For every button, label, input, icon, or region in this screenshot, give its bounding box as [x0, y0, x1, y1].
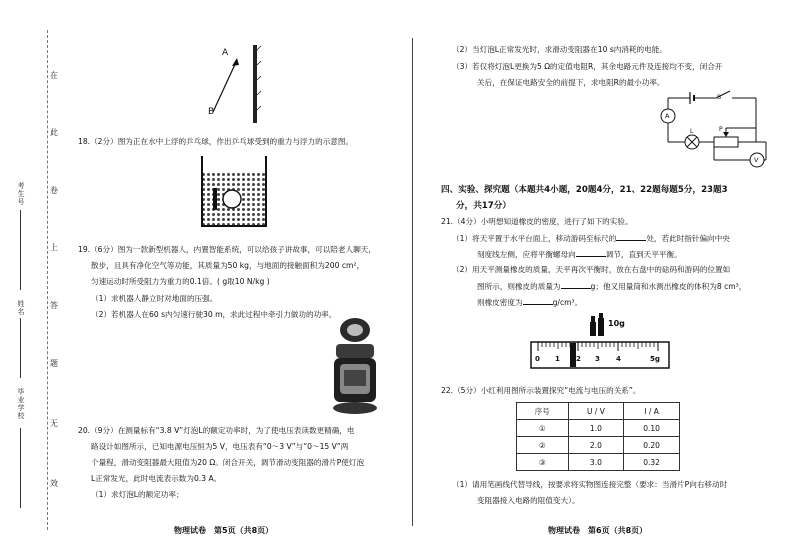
scale-tick-2: 2 [576, 355, 581, 363]
scale-tick-3: 3 [595, 355, 600, 363]
question-21-sub-2: （2）用天平测量橡皮的质量，天平再次平衡时，放在右盘中的砝码和游码的位置如 [452, 265, 731, 274]
table-cell: 1.0 [568, 420, 624, 437]
table-cell: ① [517, 420, 569, 437]
table-cell: 3.0 [568, 454, 624, 471]
table-row [517, 437, 680, 454]
point-a-label: A [222, 48, 229, 58]
question-19-line-2: 散步，且具有净化空气等功能，其质量为50 kg，与地面的接触面积为200 cm²， [91, 261, 365, 270]
question-20-line-4: L正常发光，此时电流表示数为0.3 A。 [91, 474, 222, 483]
table-row [517, 454, 680, 471]
answer-blank[interactable] [523, 296, 553, 305]
question-20-sub-3-cont: 关后，在保证电路安全的前提下，求电阻R的最小功率。 [477, 78, 665, 87]
robot-image [326, 316, 384, 416]
question-22-sub-1: （1）请用笔画线代替导线，按要求将实物图连接完整（要求：当滑片P向右移动时 [452, 480, 728, 489]
table-cell: 0.10 [624, 420, 680, 437]
table-cell: 2.0 [568, 437, 624, 454]
page-divider [412, 38, 413, 526]
question-20-sub-2: （2）当灯泡L正常发光时，求滑动变阻器在10 s内消耗的电能。 [452, 45, 667, 54]
question-21-sub-1 [452, 232, 730, 245]
table-header-row [517, 403, 680, 420]
table-header: 序号 [517, 403, 569, 420]
table-cell: ③ [517, 454, 569, 471]
seal-char: 无 [50, 419, 58, 428]
table-cell: 0.20 [624, 437, 680, 454]
seal-char: 此 [50, 128, 58, 137]
q21-sub1-text: （1）将天平置于水平台面上，移动游码至标尺的 [452, 234, 617, 243]
binding-line [47, 30, 48, 530]
q21-sub2-cont-text-2: g/cm³。 [552, 298, 583, 307]
circuit-slider-label: P [719, 126, 723, 133]
question-20-line-2: 路设计如图所示，已知电源电压恒为5 V，电压表有“0～3 V”与“0～15 V”两 [91, 442, 349, 451]
question-19-sub-2: （2）若机器人在60 s内匀速行驶30 m，求此过程中牵引力做功的功率。 [91, 310, 337, 319]
right-page-footer: 物理试卷 第6页（共8页） [548, 526, 648, 535]
table-row [517, 420, 680, 437]
question-19-line-1: 19.（6分）图为一款新型机器人，内置智能系统，可以给孩子讲故事，可以陪老人聊天， [78, 245, 376, 254]
left-page-footer: 物理试卷 第5页（共8页） [174, 526, 274, 535]
answer-blank[interactable] [616, 232, 646, 241]
beaker-figure [196, 152, 276, 232]
exam-number-line [20, 210, 21, 290]
scale-tick-1: 1 [555, 355, 560, 363]
circuit-lamp-label: L [690, 128, 694, 135]
seal-char: 效 [50, 479, 58, 488]
q21-sub1-cont-text-2: 调节，直到天平平衡。 [605, 250, 682, 259]
point-b-label: B [208, 107, 215, 117]
name-line [20, 318, 21, 378]
q21-sub2-text: 图所示，则橡皮的质量为 [477, 282, 561, 291]
q21-sub1-cont-text: 刻度线左侧，应将平衡螺母向 [477, 250, 576, 259]
seal-char: 上 [50, 243, 58, 252]
scale-tick-5: 5g [650, 355, 660, 363]
question-19-sub-1: （1）求机器人静立时对地面的压强。 [91, 294, 218, 303]
balance-scale [530, 341, 670, 371]
question-20-line-3: 个量程，滑动变阻器最大阻值为20 Ω。闭合开关，调节滑动变阻器的滑片P使灯泡 [91, 458, 365, 467]
question-18: 18.（2分）图为正在水中上浮的乒乓球，作出乒乓球受到的重力与浮力的示意图。 [78, 137, 354, 146]
section-title: 四、实验、探究题（本题共4小题，20题4分，21、22题每题5分，23题3 [441, 185, 728, 195]
q21-sub2-text-2: g；他又用量筒和水测出橡皮的体积为8 cm³， [590, 282, 747, 291]
q21-sub1-text-2: 处，若此时指针偏向中央 [646, 234, 730, 243]
table-cell: ② [517, 437, 569, 454]
school-line [20, 428, 21, 508]
question-22-intro: 22.（5分）小红利用图所示装置探究“电流与电压的关系”。 [441, 386, 641, 395]
question-21-sub-2-cont [477, 280, 746, 293]
table-cell: 0.32 [624, 454, 680, 471]
seal-char: 题 [50, 359, 58, 368]
question-20-sub-3: （3）若仅将灯泡L更换为5 Ω的定值电阻R，其余电路元件及连接均不变，闭合开 [452, 62, 723, 71]
question-22-sub-1-cont: 变阻器接入电路的阻值变大）。 [477, 496, 580, 505]
question-21-sub-2-cont-2 [477, 296, 582, 309]
question-20-line-1: 20.（9分）在测量标有“3.8 V”灯泡L的额定功率时，为了使电压表读数更精确，电 [78, 426, 355, 435]
seal-char: 卷 [50, 186, 58, 195]
scale-tick-0: 0 [535, 355, 540, 363]
data-table [516, 402, 680, 471]
seal-char: 答 [50, 301, 58, 310]
name-label: 姓名 [17, 300, 25, 316]
table-header: U / V [568, 403, 624, 420]
question-19-line-3: 匀速运动时所受阻力为重力的0.1倍。( g取10 N/kg ) [91, 277, 270, 286]
circuit-diagram [652, 86, 768, 172]
section-title-cont: 分，共17分） [456, 201, 511, 211]
question-21-intro: 21.（4分）小明想知道橡皮的密度，进行了如下的实验。 [441, 217, 633, 226]
question-21-sub-1-cont [477, 248, 682, 261]
question-20-sub-1: （1）求灯泡L的额定功率； [91, 490, 184, 499]
circuit-voltmeter-label: V [754, 156, 759, 164]
q21-sub2-cont-text: 则橡皮密度为 [477, 298, 523, 307]
answer-blank[interactable] [561, 280, 591, 289]
circuit-switch-label: S [717, 93, 722, 101]
exam-number-label: 考生号 [17, 182, 25, 206]
answer-blank[interactable] [576, 248, 606, 257]
school-label: 毕业学校 [17, 388, 25, 420]
table-header: I / A [624, 403, 680, 420]
seal-char: 在 [50, 71, 58, 80]
weight-label: 10g [608, 319, 625, 328]
scale-tick-4: 4 [616, 355, 621, 363]
circuit-ammeter-label: A [665, 112, 670, 120]
